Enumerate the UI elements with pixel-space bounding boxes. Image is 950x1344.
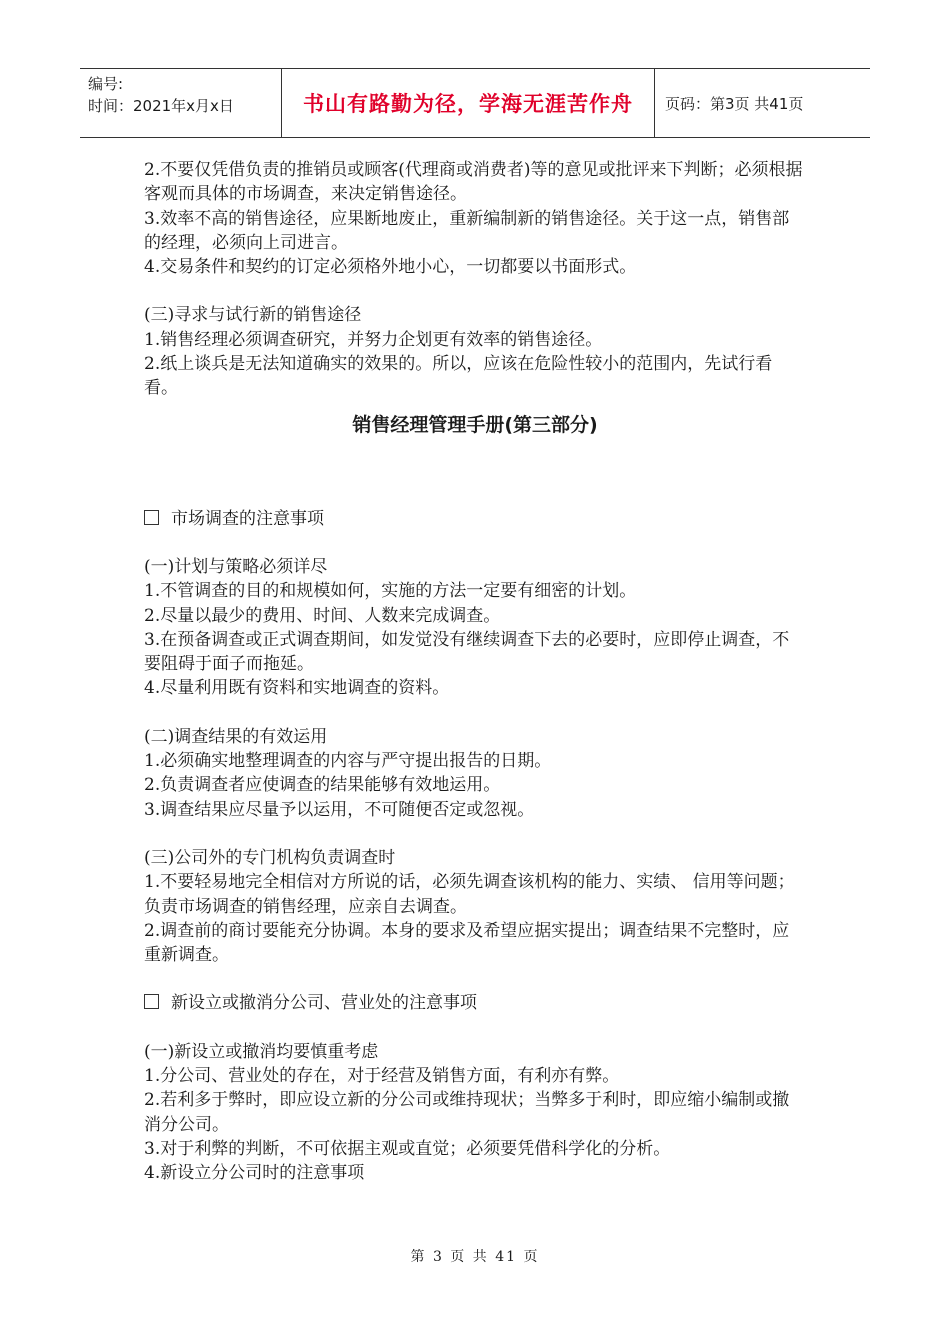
paragraph: 3.调查结果应尽量予以运用，不可随便否定或忽视。 (144, 799, 535, 820)
paragraph: 1.销售经理必须调查研究，并努力企划更有效率的销售途径。 (144, 329, 603, 350)
paragraph: 2.若利多于弊时，即应设立新的分公司或维持现状；当弊多于利时，即应缩小编制或撤消分公司。 (144, 1090, 790, 1135)
document-title: 销售经理管理手册(第三部分) (352, 413, 598, 436)
page-header (80, 68, 870, 138)
header-meta (80, 69, 282, 137)
section-heading: (一)计划与策略必须详尽 (144, 556, 328, 577)
paragraph: 4.新设立分公司时的注意事项 (144, 1163, 365, 1184)
section-heading: (三)寻求与试行新的销售途径 (144, 305, 362, 326)
date-label: 时间：2021年x月x日 (88, 97, 234, 115)
header-page-label: 页码：第3页 共41页 (665, 94, 804, 113)
paragraph: 3.对于利弊的判断，不可依据主观或直觉；必须要凭借科学化的分析。 (144, 1138, 671, 1159)
paragraph: 1.不要轻易地完全相信对方所说的话，必须先调查该机构的能力、实绩、 信用等问题；负责市场调查的销售经理，应亲自去调查。 (144, 872, 795, 917)
topic-label: 市场调查的注意事项 (171, 508, 324, 529)
paragraph: 3.效率不高的销售途径，应果断地废止，重新编制新的销售途径。关于这一点，销售部的经理，必须向上司进言。 (144, 208, 790, 253)
topic-label: 新设立或撤消分公司、营业处的注意事项 (171, 993, 477, 1014)
topic-heading (144, 991, 806, 1015)
paragraph: 1.不管调查的目的和规模如何，实施的方法一定要有细密的计划。 (144, 581, 637, 602)
section-heading: (二)调查结果的有效运用 (144, 726, 328, 747)
paragraph: 3.在预备调查或正式调查期间，如发觉没有继续调查下去的必要时，应即停止调查，不要阻碍于面子而拖延。 (144, 629, 790, 675)
checkbox-icon (144, 510, 159, 525)
checkbox-icon (144, 994, 159, 1009)
document-body (144, 158, 806, 1186)
paragraph: 1.分公司、营业处的存在，对于经营及销售方面，有利亦有弊。 (144, 1066, 620, 1087)
paragraph: 2.负责调查者应使调查的结果能够有效地运用。 (144, 775, 501, 796)
paragraph: 2.尽量以最少的费用、时间、人数来完成调查。 (144, 605, 501, 626)
header-motto: 书山有路勤为径，学海无涯苦作舟 (282, 69, 655, 137)
page-footer: 第 3 页 共 41 页 (410, 1249, 540, 1265)
paragraph: 4.尽量利用既有资料和实地调查的资料。 (144, 678, 450, 699)
section-heading: (三)公司外的专门机构负责调查时 (144, 847, 396, 868)
paragraph: 1.必须确实地整理调查的内容与严守提出报告的日期。 (144, 751, 552, 772)
section-heading: (一)新设立或撤消均要慎重考虑 (144, 1041, 379, 1062)
paragraph: 2.纸上谈兵是无法知道确实的效果的。所以，应该在危险性较小的范围内，先试行看看。 (144, 354, 773, 399)
topic-heading (144, 507, 806, 531)
paragraph: 4.交易条件和契约的订定必须格外地小心，一切都要以书面形式。 (144, 257, 637, 278)
paragraph: 2.调查前的商讨要能充分协调。本身的要求及希望应据实提出；调查结果不完整时，应重新调查。 (144, 920, 790, 966)
paragraph: 2.不要仅凭借负责的推销员或顾客(代理商或消费者)等的意见或批评来下判断；必须根据客观而具体的市场调查，来决定销售途径。 (144, 160, 803, 205)
serial-label: 编号: (88, 75, 124, 93)
